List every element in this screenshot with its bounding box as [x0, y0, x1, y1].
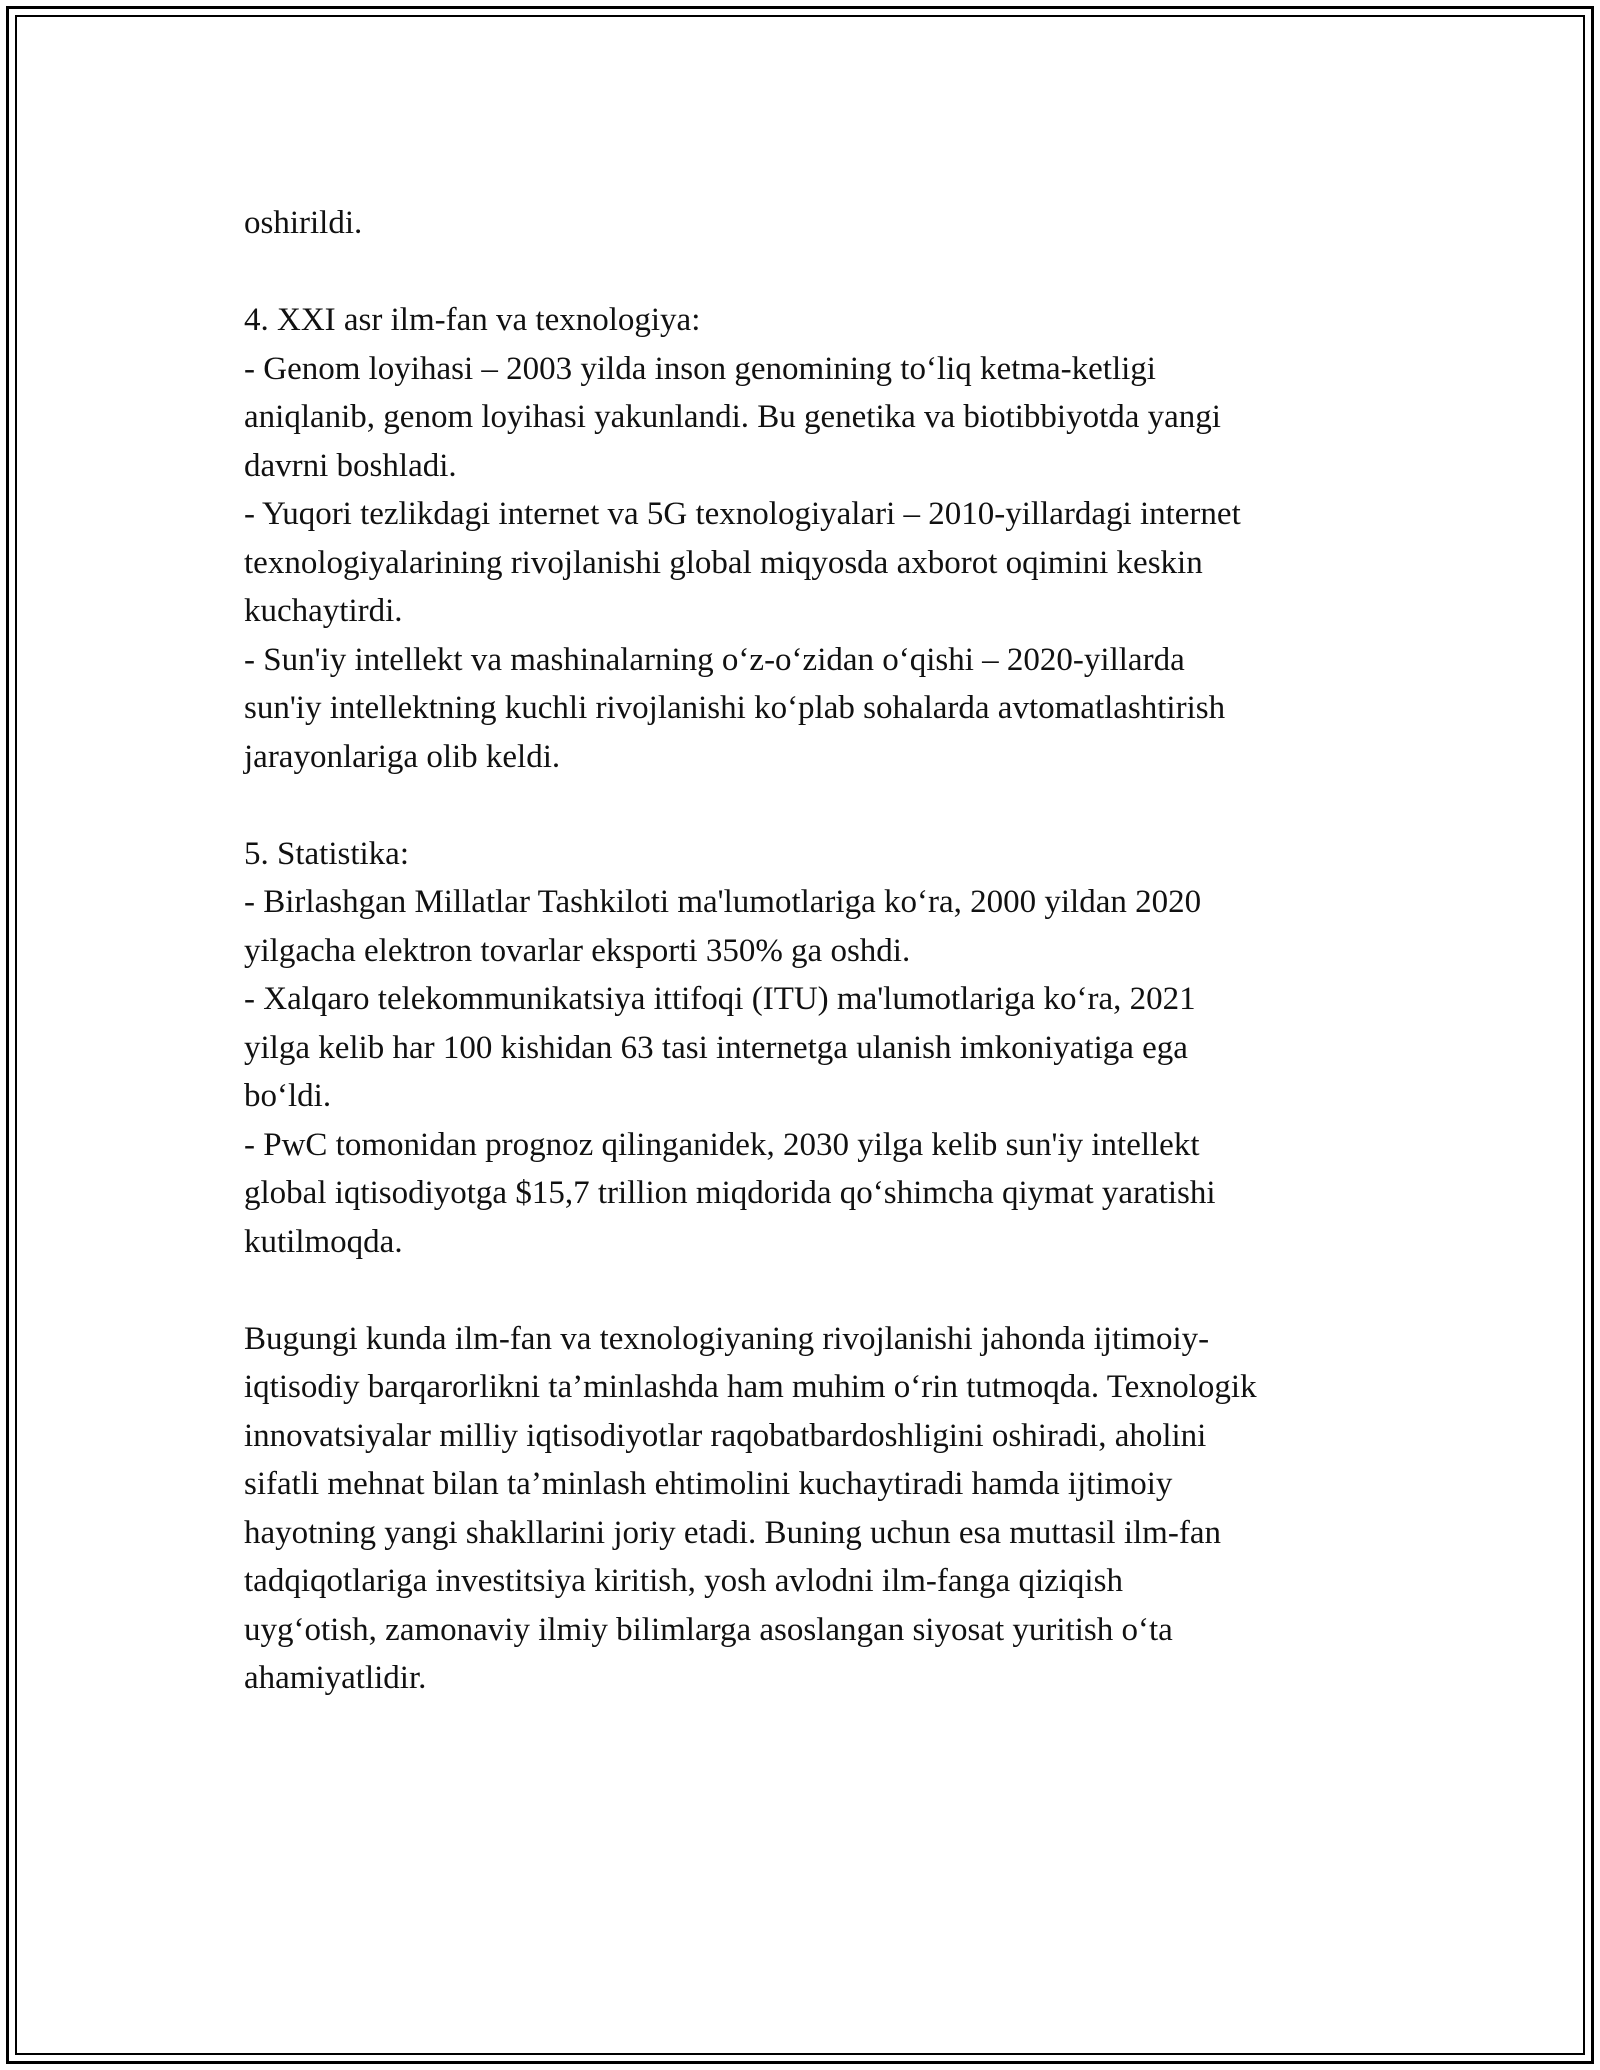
text-line: innovatsiyalar milliy iqtisodiyotlar raqobatbardoshligini oshiradi, aholini: [244, 1417, 1207, 1454]
text-line: jarayonlariga olib keldi.: [244, 738, 561, 775]
text-line: yilgacha elektron tovarlar eksporti 350% ga oshdi.: [244, 932, 911, 969]
text-line: - Genom loyihasi – 2003 yilda inson genomining to‘liq ketma-ketligi: [244, 350, 1156, 387]
text-line: kutilmoqda.: [244, 1223, 403, 1260]
text-line: - Sun'iy intellekt va mashinalarning o‘z-o‘zidan o‘qishi – 2020-yillarda: [244, 641, 1185, 678]
text-line: sun'iy intellektning kuchli rivojlanishi ko‘plab sohalarda avtomatlashtirish: [244, 690, 1226, 726]
text-line: hayotning yangi shakllarini joriy etadi. Buning uchun esa muttasil ilm-fan: [244, 1514, 1221, 1551]
paragraph-gap: [244, 1266, 1424, 1315]
section-heading: 5. Statistika:: [244, 835, 409, 872]
document-body: [244, 199, 1424, 1703]
page-frame-outer: [6, 6, 1594, 2064]
text-line: aniqlanib, genom loyihasi yakunlandi. Bu genetika va biotibbiyotda yangi: [244, 399, 1221, 435]
text-line: global iqtisodiyotga $15,7 trillion miqdorida qo‘shimcha qiymat yaratishi: [244, 1175, 1216, 1211]
text-line: iqtisodiy barqarorlikni ta’minlashda ham muhim o‘rin tutmoqda. Texnologik: [244, 1369, 1257, 1405]
text-line: - Xalqaro telekommunikatsiya ittifoqi (ITU) ma'lumotlariga ko‘ra, 2021: [244, 981, 1196, 1017]
text-line: texnologiyalarining rivojlanishi global miqyosda axborot oqimini keskin: [244, 544, 1203, 581]
paragraph-gap: [244, 248, 1424, 297]
text-line: sifatli mehnat bilan ta’minlash ehtimolini kuchaytiradi hamda ijtimoiy: [244, 1466, 1173, 1502]
text-line: tadqiqotlariga investitsiya kiritish, yosh avlodni ilm-fanga qiziqish: [244, 1563, 1123, 1599]
section-heading: 4. XXI asr ilm-fan va texnologiya:: [244, 302, 701, 338]
paragraph-gap: [244, 781, 1424, 830]
text-line: kuchaytirdi.: [244, 593, 403, 629]
text-line: davrni boshladi.: [244, 447, 457, 484]
text-line: bo‘ldi.: [244, 1078, 332, 1114]
text-line: yilga kelib har 100 kishidan 63 tasi internetga ulanish imkoniyatiga ega: [244, 1029, 1188, 1066]
text-line: Bugungi kunda ilm-fan va texnologiyaning rivojlanishi jahonda ijtimoiy-: [244, 1320, 1210, 1357]
text-line: uyg‘otish, zamonaviy ilmiy bilimlarga asoslangan siyosat yuritish o‘ta: [244, 1611, 1173, 1648]
text-line: - PwC tomonidan prognoz qilinganidek, 2030 yilga kelib sun'iy intellekt: [244, 1126, 1200, 1163]
text-line: - Birlashgan Millatlar Tashkiloti ma'lumotlariga ko‘ra, 2000 yildan 2020: [244, 884, 1202, 920]
text-line: oshirildi.: [244, 205, 363, 241]
text-line: ahamiyatlidir.: [244, 1660, 427, 1696]
text-line: - Yuqori tezlikdagi internet va 5G texnologiyalari – 2010-yillardagi internet: [244, 496, 1241, 532]
